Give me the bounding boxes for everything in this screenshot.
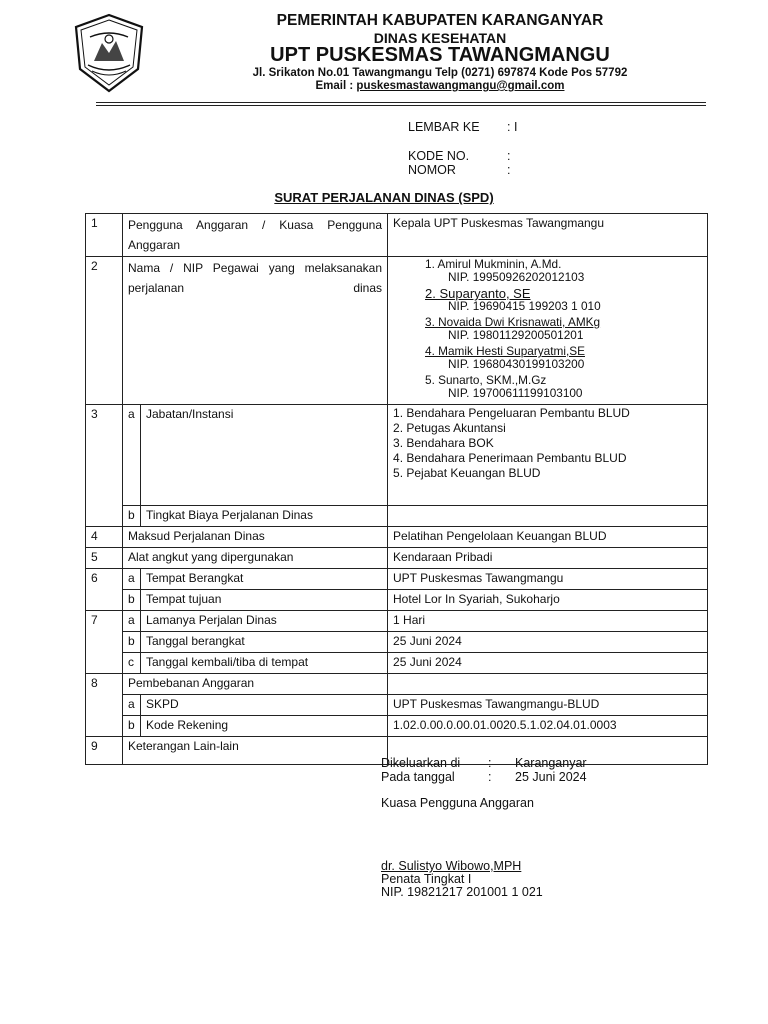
list-item: 1. Amirul Mukminin, A.Md. NIP. 19950926202012103 — [425, 257, 585, 284]
list-item: 2. Petugas Akuntansi — [393, 421, 506, 435]
row-sub: a — [123, 405, 141, 506]
signatory-nip: NIP. 19821217 201001 1 021 — [381, 885, 543, 899]
row-number: 3 — [86, 405, 123, 527]
row-label: Tempat Berangkat — [141, 569, 388, 590]
row-sub: b — [123, 632, 141, 653]
row-label: Tingkat Biaya Perjalanan Dinas — [141, 506, 388, 527]
list-item: 2. Suparyanto, SE NIP. 19690415 199203 1 010 — [425, 286, 601, 313]
row-number: 9 — [86, 737, 123, 765]
list-item: 4. Mamik Hesti Suparyatmi,SE NIP. 19680430199103200 — [425, 344, 585, 371]
employee-list-cell — [388, 257, 708, 405]
row-label: Jabatan/Instansi — [141, 405, 388, 506]
row-value: UPT Puskesmas Tawangmangu-BLUD — [388, 695, 708, 716]
issued-at-label: Dikeluarkan di — [381, 756, 461, 770]
row-value — [388, 506, 708, 527]
issued-date-value: 25 Juni 2024 — [515, 770, 587, 784]
table-row — [86, 632, 708, 653]
regency-emblem-logo — [72, 13, 146, 93]
table-row — [86, 674, 708, 695]
table-row — [86, 653, 708, 674]
row-value: Kendaraan Pribadi — [388, 548, 708, 569]
kode-value: : — [507, 149, 511, 163]
nomor-label: NOMOR — [408, 163, 456, 177]
document-title: SURAT PERJALANAN DINAS (SPD) — [274, 190, 494, 205]
row-label: Pembebanan Anggaran — [123, 674, 388, 695]
row-number: 2 — [86, 257, 123, 405]
row-value: Hotel Lor In Syariah, Sukoharjo — [388, 590, 708, 611]
lembar-label: LEMBAR KE — [408, 120, 480, 134]
list-item: 4. Bendahara Penerimaan Pembantu BLUD — [393, 451, 627, 465]
issued-date-label: Pada tanggal — [381, 770, 455, 784]
kode-label: KODE NO. — [408, 149, 470, 163]
row-value: 25 Juni 2024 — [388, 653, 708, 674]
table-row — [86, 611, 708, 632]
table-row — [86, 405, 708, 506]
row-number: 5 — [86, 548, 123, 569]
row-value: 1.02.0.00.0.00.01.0020.5.1.02.04.01.0003 — [388, 716, 708, 737]
list-item: 5. Pejabat Keuangan BLUD — [393, 466, 541, 480]
row-sub: b — [123, 590, 141, 611]
row-value: Kepala UPT Puskesmas Tawangmangu — [388, 214, 708, 257]
row-label: Pengguna Anggaran / Kuasa Pengguna Anggaran — [123, 214, 388, 257]
email-link[interactable]: puskesmastawangmangu@gmail.com — [356, 80, 565, 92]
row-label: Maksud Perjalanan Dinas — [123, 527, 388, 548]
lembar-value: : I — [507, 120, 518, 134]
table-row — [86, 527, 708, 548]
table-row — [86, 506, 708, 527]
header-institution: UPT PUSKESMAS TAWANGMANGU — [270, 44, 610, 66]
table-row — [86, 569, 708, 590]
row-sub: a — [123, 695, 141, 716]
row-value: 25 Juni 2024 — [388, 632, 708, 653]
row-value: 1 Hari — [388, 611, 708, 632]
employee-list — [393, 258, 702, 400]
jabatan-list-cell — [388, 405, 708, 506]
table-row — [86, 716, 708, 737]
row-label: Nama / NIP Pegawai yang melaksanakan perjalanan dinas — [123, 257, 388, 405]
signatory-rank: Penata Tingkat I — [381, 872, 472, 886]
header-divider-bottom — [96, 105, 706, 106]
email-label: Email : — [315, 80, 357, 92]
table-row — [86, 214, 708, 257]
row-label: Tanggal berangkat — [141, 632, 388, 653]
table-row — [86, 695, 708, 716]
row-label: Alat angkut yang dipergunakan — [123, 548, 388, 569]
row-sub: b — [123, 506, 141, 527]
signatory-role: Kuasa Pengguna Anggaran — [381, 796, 534, 810]
header-government: PEMERINTAH KABUPATEN KARANGANYAR — [276, 12, 604, 29]
row-value: UPT Puskesmas Tawangmangu — [388, 569, 708, 590]
row-number: 7 — [86, 611, 123, 674]
signatory-name: dr. Sulistyo Wibowo,MPH — [381, 859, 522, 873]
issued-at-value: Karanganyar — [515, 756, 587, 770]
row-label: Keterangan Lain-lain — [123, 737, 388, 765]
nomor-value: : — [507, 163, 511, 177]
row-value: Pelatihan Pengelolaan Keuangan BLUD — [388, 527, 708, 548]
row-number: 8 — [86, 674, 123, 737]
row-label: SKPD — [141, 695, 388, 716]
header-email-line — [190, 80, 690, 92]
list-item: 3. Novaida Dwi Krisnawati, AMKg NIP. 19801129200501201 — [425, 315, 601, 342]
list-item: 1. Bendahara Pengeluaran Pembantu BLUD — [393, 406, 630, 420]
row-label: Tanggal kembali/tiba di tempat — [141, 653, 388, 674]
row-sub: c — [123, 653, 141, 674]
row-value — [388, 674, 708, 695]
header-divider-top — [96, 102, 706, 103]
header-department: DINAS KESEHATAN — [373, 30, 507, 46]
table-row — [86, 257, 708, 405]
row-number: 4 — [86, 527, 123, 548]
list-item: 3. Bendahara BOK — [393, 436, 494, 450]
row-label: Kode Rekening — [141, 716, 388, 737]
list-item: 5. Sunarto, SKM.,M.Gz NIP. 19700611199103100 — [425, 373, 583, 400]
header-address: Jl. Srikaton No.01 Tawangmangu Telp (0271) 697874 Kode Pos 57792 — [252, 67, 628, 79]
jabatan-list — [393, 406, 702, 481]
row-sub: a — [123, 569, 141, 590]
table-row — [86, 590, 708, 611]
table-row — [86, 548, 708, 569]
row-sub: b — [123, 716, 141, 737]
spd-table — [85, 213, 708, 765]
row-number: 1 — [86, 214, 123, 257]
issued-at-colon: : — [488, 756, 492, 770]
row-number: 6 — [86, 569, 123, 611]
row-label: Lamanya Perjalan Dinas — [141, 611, 388, 632]
row-label: Tempat tujuan — [141, 590, 388, 611]
issued-date-colon: : — [488, 770, 492, 784]
row-sub: a — [123, 611, 141, 632]
